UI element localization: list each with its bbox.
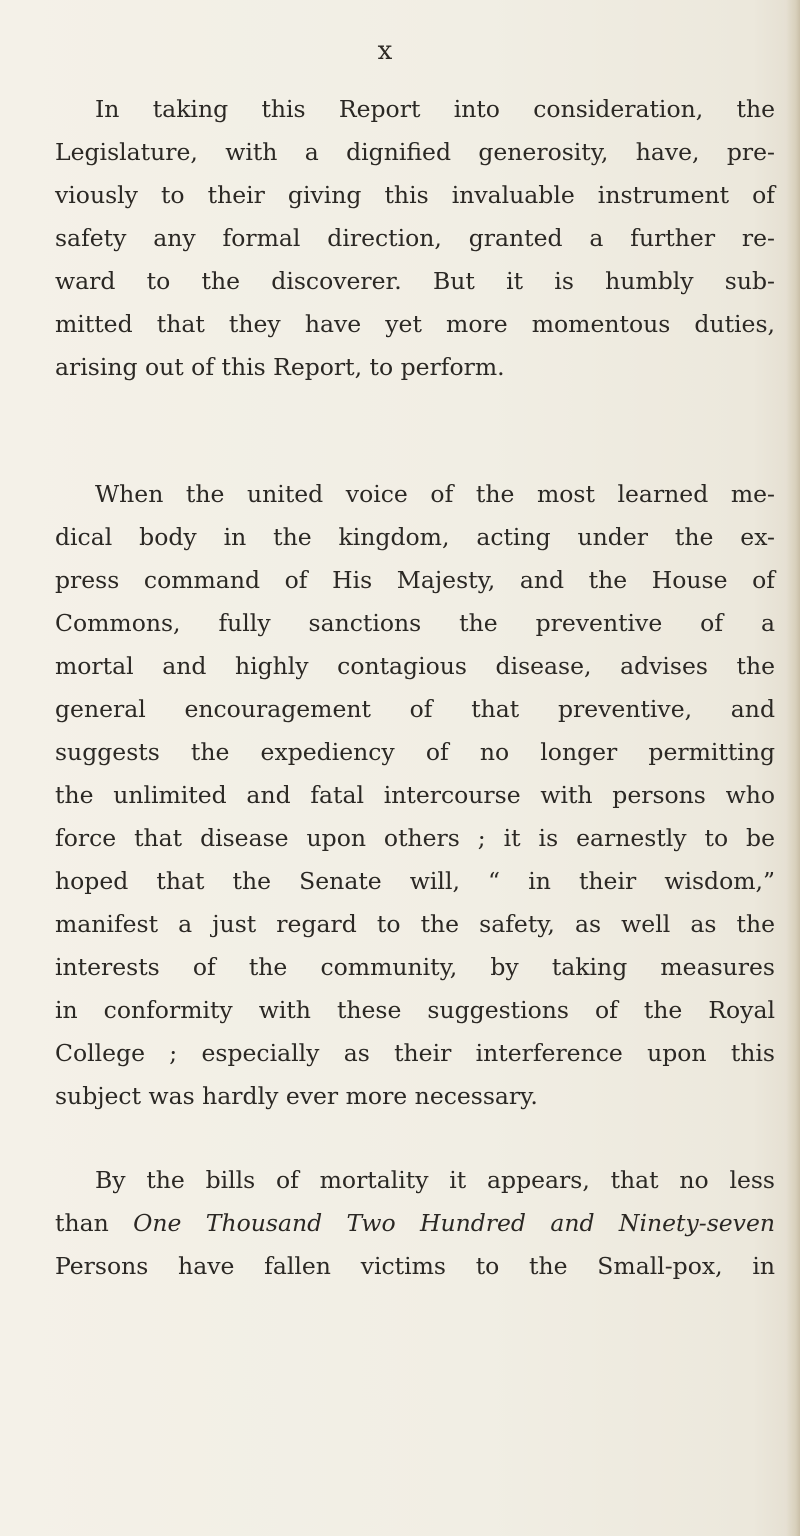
text-line: arising out of this Report, to perform. bbox=[55, 353, 505, 381]
signature-mark: x bbox=[377, 36, 393, 66]
text-line bbox=[55, 1202, 775, 1245]
paragraph-3 bbox=[55, 1159, 775, 1288]
text-line: suggests the expediency of no longer permitting bbox=[55, 738, 775, 766]
text-line: force that disease upon others ; it is earnestly to be bbox=[55, 824, 775, 852]
text-line: ward to the discoverer. But it is humbly sub- bbox=[55, 267, 775, 295]
text-line: interests of the community, by taking measures bbox=[55, 953, 775, 981]
text-line: general encouragement of that preventive, and bbox=[55, 695, 775, 723]
text-line: in conformity with these suggestions of the Royal bbox=[55, 996, 775, 1024]
text-line: viously to their giving this invaluable instrument of bbox=[55, 181, 775, 209]
paragraph-1 bbox=[55, 88, 775, 389]
text-line: When the united voice of the most learned me- bbox=[95, 480, 775, 508]
text-line: safety any formal direction, granted a further re- bbox=[55, 224, 775, 252]
text-line: hoped that the Senate will, “ in their wisdom,” bbox=[55, 867, 775, 895]
text-line: College ; especially as their interference upon this bbox=[55, 1039, 775, 1067]
page-edge-shadow bbox=[786, 0, 800, 1536]
text-line: manifest a just regard to the safety, as well as the bbox=[55, 910, 775, 938]
text-line: subject was hardly ever more necessary. bbox=[55, 1082, 538, 1110]
text-line: By the bills of mortality it appears, that no less bbox=[95, 1166, 775, 1194]
text-line: the unlimited and fatal intercourse with persons who bbox=[55, 781, 775, 809]
text-line: dical body in the kingdom, acting under the ex- bbox=[55, 523, 775, 551]
text-line: Persons have fallen victims to the Small-pox, in bbox=[55, 1252, 775, 1280]
paragraph-2 bbox=[55, 473, 775, 1118]
text-line: Legislature, with a dignified generosity, have, pre- bbox=[55, 138, 775, 166]
text-line: press command of His Majesty, and the House of bbox=[55, 566, 775, 594]
text-line: In taking this Report into consideration, the bbox=[95, 95, 775, 123]
text-line: mitted that they have yet more momentous duties, bbox=[55, 310, 775, 338]
text-line: mortal and highly contagious disease, advises the bbox=[55, 652, 775, 680]
text-run: than bbox=[55, 1209, 134, 1237]
italic-emphasis: One Thousand Two Hundred and Ninety-seven bbox=[133, 1209, 775, 1237]
text-line: Commons, fully sanctions the preventive of a bbox=[55, 609, 775, 637]
